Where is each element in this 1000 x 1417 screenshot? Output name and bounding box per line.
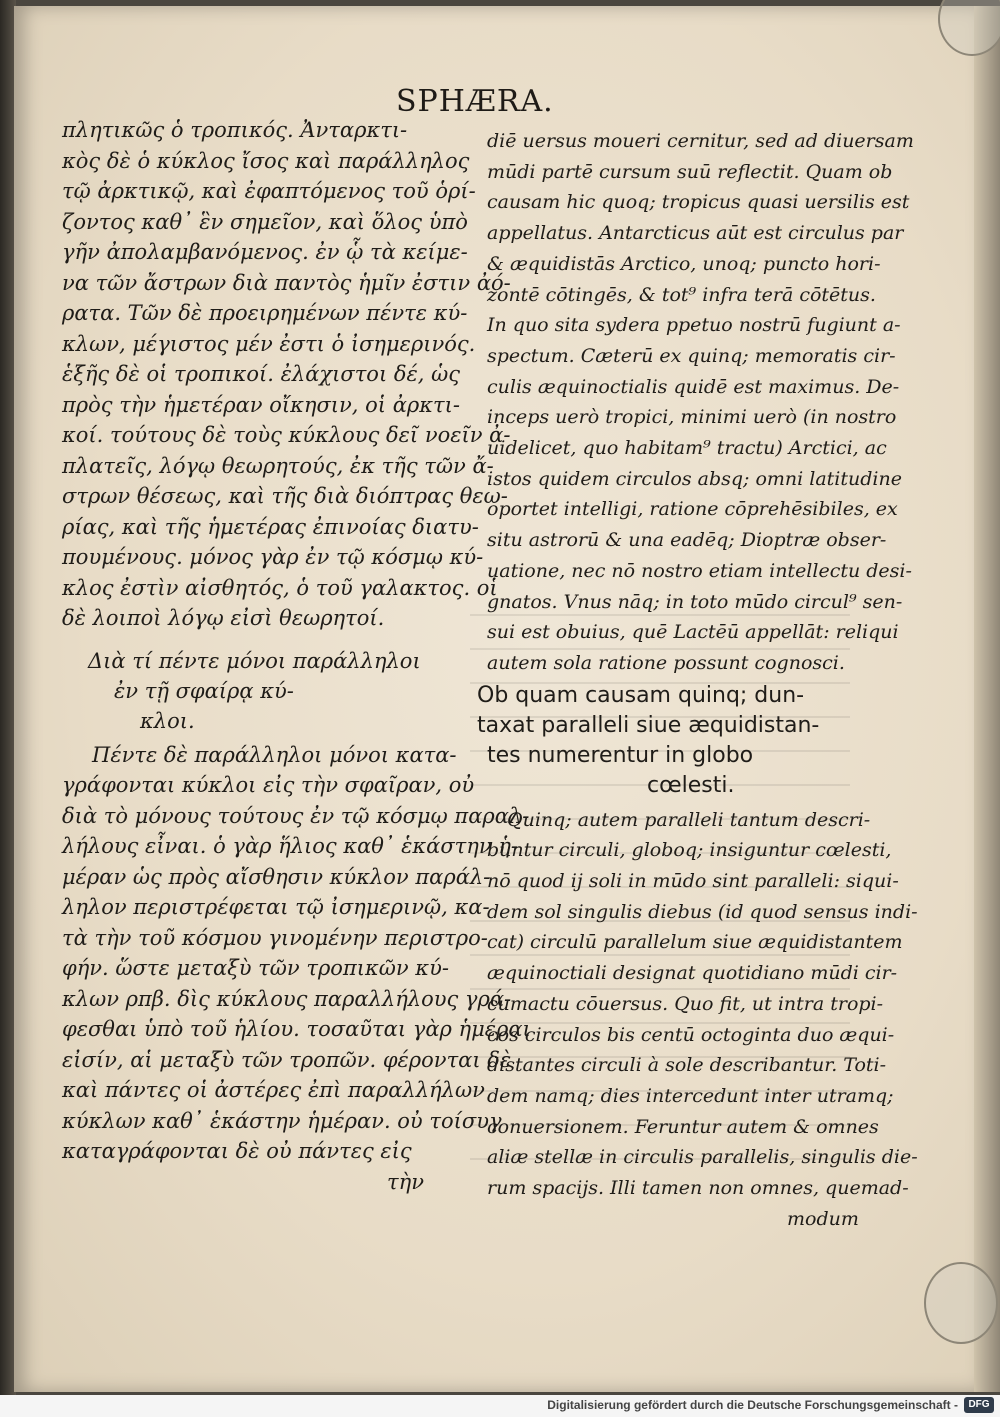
text-line: culis æquinoctialis quidē est maximus. De- — [487, 375, 900, 398]
text-line: inceps uerò tropici, minimi uerò (in nostro — [487, 406, 897, 429]
section-heading-line: taxat paralleli siue æquidistan- — [477, 712, 820, 738]
text-line: causam hic quoq; tropicus quasi uersilis est — [487, 191, 910, 214]
text-line: distantes circuli à sole describantur. Toti- — [487, 1054, 887, 1077]
text-line: μέραν ὡς πρὸς αἴσθησιν κύκλον παράλ- — [62, 864, 491, 889]
text-line: & æquidistās Arctico, unoq; puncto hori- — [487, 252, 881, 275]
text-line: κλων ρπβ. δὶς κύκλους παραλλήλους γρά- — [62, 986, 512, 1011]
text-line: φεσθαι ὑπὸ τοῦ ἡλίου. τοσαῦται γὰρ ἡμέραι — [62, 1017, 531, 1041]
text-line: φήν. ὥστε μεταξὺ τῶν τροπικῶν κύ- — [62, 956, 449, 980]
text-line: mūdi partē cursum suū reflectit. Quam ob — [487, 160, 893, 183]
text-line: να τῶν ἄστρων διὰ παντὸς ἡμῖν ἐστιν ἀό- — [62, 270, 511, 295]
text-line: istos quidem circulos absq; omni latitudine — [487, 467, 902, 490]
text-line: autem sola ratione possunt cognosci. — [487, 651, 845, 674]
section-heading-line: cœlesti. — [647, 772, 735, 798]
text-line: æquinoctiali designat quotidiano mūdi cir- — [487, 962, 898, 985]
text-line: πρὸς τὴν ἡμετέραν οἴκησιν, οἱ ἀρκτι- — [62, 392, 460, 417]
text-line: conuersionem. Feruntur autem & omnes — [487, 1115, 879, 1138]
text-line: τὴν — [387, 1169, 424, 1194]
text-line: aliæ stellæ in circulis parallelis, singulis die- — [487, 1146, 918, 1169]
text-line: ζοντος καθ᾽ ἓν σημεῖον, καὶ ὅλος ὑπὸ — [62, 209, 468, 234]
text-line: uatione, nec nō nostro etiam intellectu desi- — [487, 559, 912, 582]
section-heading-line: κλοι. — [140, 708, 195, 733]
section-heading-line: tes numerentur in globo — [487, 742, 754, 768]
text-line: ρίας, καὶ τῆς ἡμετέρας ἐπινοίας διατυ- — [62, 514, 479, 539]
text-line: κλων, μέγιστος μέν ἐστι ὁ ἰσημερινός. — [62, 331, 476, 356]
footer-bar — [0, 1395, 1000, 1417]
dfg-logo: DFG — [964, 1397, 994, 1413]
text-line: Quinq; autem paralleli tantum descri- — [507, 808, 871, 831]
text-line: rum spacijs. Illi tamen non omnes, quemad- — [487, 1177, 909, 1199]
text-line: καὶ πάντες οἱ ἀστέρες ἐπὶ παραλλήλων — [62, 1078, 485, 1102]
text-line: ληλον περιστρέφεται τῷ ἰσημερινῷ, κα- — [62, 895, 490, 919]
running-heading: SPHÆRA. — [396, 84, 554, 119]
text-line: ἑξῆς δὲ οἱ τροπικοί. ἐλάχιστοι δέ, ὡς — [62, 362, 461, 386]
text-line: δὲ λοιποὶ λόγῳ εἰσὶ θεωρητοί. — [62, 606, 385, 630]
text-line: εἰσίν, αἱ μεταξὺ τῶν τροπῶν. φέρονται δὲ — [62, 1047, 512, 1072]
text-line: πλητικῶς ὁ τροπικός. Ἀνταρκτι- — [62, 118, 408, 142]
text-line: ρατα. Τῶν δὲ προειρημένων πέντε κύ- — [62, 301, 468, 325]
text-line: γράφονται κύκλοι εἰς τὴν σφαῖραν, οὐ — [62, 773, 475, 797]
text-line: situ astrorū & una eadēq; Dioptræ obser- — [487, 529, 887, 552]
funding-notice: Digitalisierung gefördert durch die Deutsche Forschungsgemeinschaft - — [547, 1398, 958, 1412]
text-line: modum — [787, 1207, 859, 1230]
text-line: κὸς δὲ ὁ κύκλος ἴσος καὶ παράλληλος — [62, 148, 470, 173]
text-line: στρων θέσεως, καὶ τῆς διὰ διόπτρας θεω- — [62, 484, 508, 508]
text-line: uidelicet, quo habitam⁹ tractu) Arctici, ac — [487, 437, 887, 459]
text-line: λήλους εἶναι. ὁ γὰρ ἥλιος καθ᾽ ἑκάστην ἡ- — [62, 834, 519, 858]
text-line: Πέντε δὲ παράλληλοι μόνοι κατα- — [92, 742, 457, 767]
text-line: τὰ τὴν τοῦ κόσμου γινομένην περιστρο- — [62, 925, 488, 950]
text-line: γῆν ἀπολαμβανόμενος. ἐν ᾧ τὰ κείμε- — [62, 240, 468, 264]
text-line: spectum. Cæterū ex quinq; memoratis cir- — [487, 344, 896, 367]
section-heading-line: Διὰ τί πέντε μόνοι παράλληλοι — [88, 648, 421, 673]
text-line: cat) circulū parallelum siue æquidistantem — [487, 931, 903, 954]
text-line: κύκλων καθ᾽ ἑκάστην ἡμέραν. οὐ τοίσυγ — [62, 1108, 502, 1133]
text-line: πλατεῖς, λόγῳ θεωρητούς, ἐκ τῆς τῶν ἄ- — [62, 453, 494, 478]
text-line: zontē cōtingēs, & tot⁹ infra terā cōtētus. — [487, 283, 876, 306]
section-heading-line: Ob quam causam quinq; dun- — [477, 682, 805, 708]
text-line: buntur circuli, globoq; insiguntur cœlesti, — [487, 839, 892, 862]
text-line: dem sol singulis diebus (id quod sensus indi- — [487, 900, 918, 923]
text-line: oportet intelligi, ratione cōprehēsibiles, ex — [487, 498, 898, 521]
text-line: sui est obuius, quē Lactēū appellāt: reliqui — [487, 621, 899, 644]
text-line: appellatus. Antarcticus aūt est circulus par — [487, 222, 904, 245]
text-line: καταγράφονται δὲ οὐ πάντες εἰς — [62, 1139, 412, 1163]
section-heading-line: ἐν τῇ σφαίρᾳ κύ- — [114, 678, 294, 703]
text-line: cumactu cōuersus. Quo fit, ut intra tropi- — [487, 992, 884, 1015]
text-line: nō quod ij soli in mūdo sint paralleli: siqui- — [487, 870, 899, 892]
text-line: In quo sita sydera ppetuo nostrū fugiunt a- — [487, 314, 901, 337]
page-fore-edge — [974, 6, 1000, 1392]
text-line: διὰ τὸ μόνους τούτους ἐν τῷ κόσμῳ παραλ- — [62, 803, 530, 828]
text-line: cos circulos bis centū octoginta duo æqui- — [487, 1023, 895, 1046]
text-line: τῷ ἀρκτικῷ, καὶ ἐφαπτόμενος τοῦ ὁρί- — [62, 179, 476, 203]
text-line: gnatos. Vnus nāq; in toto mūdo circul⁹ sen- — [487, 590, 903, 613]
text-line: κοί. τούτους δὲ τοὺς κύκλους δεῖ νοεῖν ἀ- — [62, 423, 511, 447]
text-line: πουμένους. μόνος γὰρ ἐν τῷ κόσμῳ κύ- — [62, 545, 484, 569]
text-line: κλος ἐστὶν αἰσθητός, ὁ τοῦ γαλακτος. οἱ — [62, 575, 498, 600]
text-line: dem namq; dies intercedunt inter utramq; — [487, 1084, 894, 1107]
text-line: diē uersus moueri cernitur, sed ad diuersam — [487, 130, 914, 152]
page-clip-bottom — [924, 1262, 998, 1344]
